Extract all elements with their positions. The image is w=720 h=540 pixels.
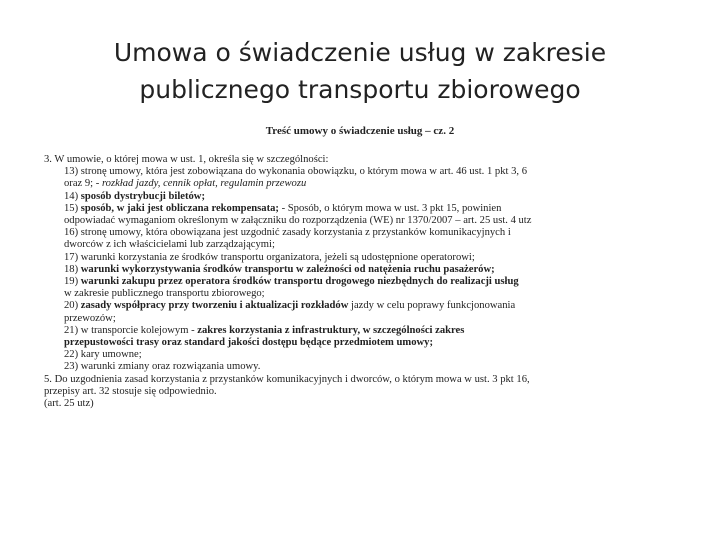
item-5-line-2: przepisy art. 32 stosuje się odpowiednio. (44, 385, 217, 397)
point-21-bold: zakres korzystania z infrastruktury, w szczególności zakres (197, 324, 465, 336)
point-18 (44, 264, 684, 276)
point-20-line-1 (44, 300, 684, 312)
point-15-number: 15) (64, 202, 81, 214)
slide-title: Umowa o świadczenie usług w zakresie publicznego transportu zbiorowego (113, 38, 607, 104)
point-19-line-1 (44, 276, 684, 288)
point-13-line-1: 13) stronę umowy, która jest zobowiązana do wykonania obowiązku, o którym mowa w art. 46 ust. 1 pkt 3, 6 (64, 166, 527, 178)
point-20-bold: zasady współpracy przy tworzeniu i aktualizacji rozkładów (80, 300, 349, 312)
point-19-number: 19) (64, 276, 81, 288)
point-17: 17) warunki korzystania ze środków transportu organizatora, jeżeli są udostępnione operatorowi; (64, 251, 475, 263)
point-14-text: sposób dystrybucji biletów; (80, 190, 205, 202)
point-16-line-2: dworców z ich właścicielami lub zarządzającymi; (64, 239, 275, 251)
legal-reference: (art. 25 utz) (44, 398, 94, 410)
point-20-rest: jazdy w celu poprawy funkcjonowania (348, 300, 516, 312)
point-21-text: 21) w transporcie kolejowym - (64, 324, 198, 336)
point-18-number: 18) (64, 263, 81, 275)
point-13-note: - rozkład jazdy, cennik opłat, regulamin przewozu (95, 178, 307, 190)
point-14 (44, 191, 684, 203)
point-15-bold: sposób, w jaki jest obliczana rekompensata; (80, 202, 279, 214)
point-15-rest: - Sposób, o którym mowa w ust. 3 pkt 15, powinien (278, 202, 502, 214)
point-14-number: 14) (64, 190, 81, 202)
point-21-line-2 (44, 337, 684, 349)
point-13-text: oraz 9; (64, 178, 96, 190)
point-15-line-2: odpowiadać wymaganiom określonym w załączniku do rozporządzenia (WE) nr 1370/2007 – art. 25 ust. 4 utz (64, 215, 532, 227)
point-20-number: 20) (64, 300, 81, 312)
point-23: 23) warunki zmiany oraz rozwiązania umowy. (64, 361, 261, 373)
point-19-text: warunki zakupu przez operatora środków transportu drogowego niezbędnych do realizacji usług (80, 276, 519, 288)
point-16-line-1: 16) stronę umowy, która obowiązana jest uzgodnić zasady korzystania z przystanków komunikacyjnych i (64, 227, 511, 239)
point-21-line-1 (44, 325, 684, 337)
point-21-bold-cont: przepustowości trasy oraz standard jakości dostępu będące przedmiotem umowy; (64, 337, 433, 349)
point-13-line-2 (44, 178, 684, 190)
point-20-line-2: przewozów; (64, 312, 116, 324)
point-18-text: warunki wykorzystywania środków transportu w zależności od natężenia ruchu pasażerów; (80, 263, 495, 275)
item-3-intro: 3. W umowie, o której mowa w ust. 1, określa się w szczególności: (44, 154, 329, 165)
item-5-line-1: 5. Do uzgodnienia zasad korzystania z przystanków komunikacyjnych i dworców, o którym mowa w ust. 3 pkt 16, (44, 373, 530, 385)
slide-subtitle: Treść umowy o świadczenie usług – cz. 2 (265, 125, 455, 137)
point-15-line-1 (44, 203, 684, 215)
point-19-line-2: w zakresie publicznego transportu zbiorowego; (64, 288, 265, 300)
point-22: 22) kary umowne; (64, 349, 142, 361)
slide-body (44, 154, 684, 410)
